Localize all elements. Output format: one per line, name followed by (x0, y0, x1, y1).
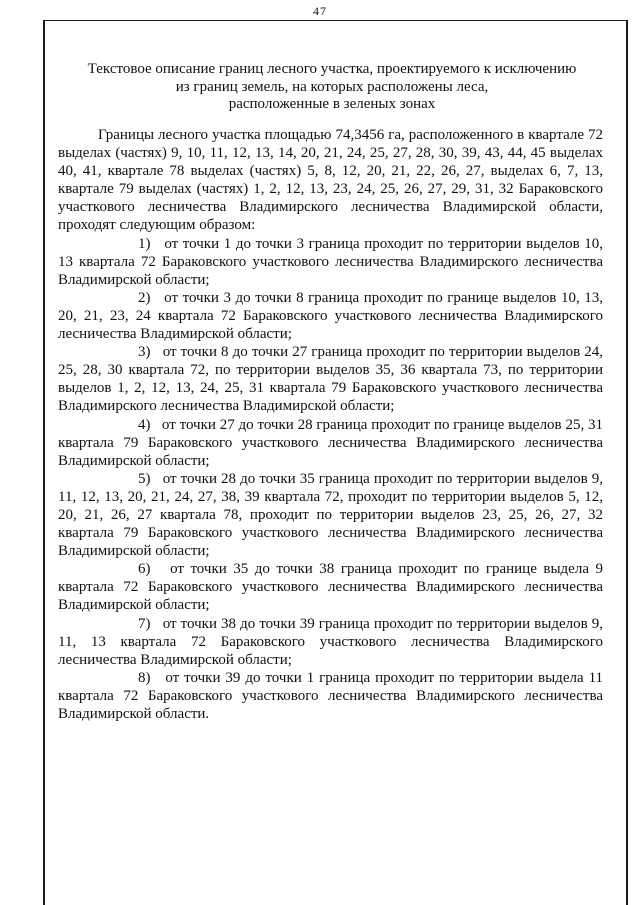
item-text: от точки 35 до точки 38 граница проходит по границе выдела 9 квартала 72 Бараковского участкового лесничества Владимирского лесничества Владимирской области; (58, 561, 604, 614)
list-item-3 (58, 343, 603, 415)
intro-paragraph: Границы лесного участка площадью 74,3456 га, расположенного в квартале 72 выделах (частях) 9, 10, 11, 12, 13, 14, 20, 21, 24, 25, 27, 28, 30, 39, 43, 44, 45 выделах 40, 41, квартале 78 выделах (частях) 5, 8, 12, 20, 21, 22, 26, 27, выделах 6, 7, 13, квартале 79 выделах (частях) 1, 2, 12, 13, 23, 24, 25, 26, 27, 29, 31, 32 Бараковского участкового лесничества Владимирского лесничества Владимирской области, проходят следующим образом: (58, 127, 603, 234)
item-text: от точки 28 до точки 35 граница проходит по территории выделов 9, 11, 12, 13, 20, 21, 24, 27, 38, 39 квартала 72, проходит по территории выделов 5, 12, 20, 21, 26, 27 квартала 78, проходит по территории выделов 23, 25, 26, 27, 32 квартала 79 Бараковского участкового лесничества Владимирского лесничества Владимирской области; (58, 470, 603, 560)
document-title (58, 61, 606, 114)
list-item-5 (58, 470, 603, 560)
item-number: 1) (138, 235, 151, 252)
item-text: от точки 8 до точки 27 граница проходит по территории выделов 24, 25, 28, 30 квартала 72, по территории выделов 35, 36 квартала 73, по территории выделов 1, 2, 12, 13, 24, 25, 31 квартала 79 Бараковского участкового лесничества Владимирского лесничества Владимирской области; (58, 344, 603, 415)
document-body (58, 126, 603, 723)
item-number: 8) (138, 669, 151, 686)
list-item-4 (58, 416, 603, 470)
item-number: 2) (138, 289, 151, 306)
item-text: от точки 39 до точки 1 граница проходит по территории выдела 11 квартала 72 Бараковского участкового лесничества Владимирского лесничества Владимирской области. (58, 669, 604, 722)
item-number: 4) (138, 416, 151, 433)
item-text: от точки 38 до точки 39 граница проходит по территории выделов 9, 11, 13 квартала 72 Бараковского участкового лесничества Владимирского лесничества Владимирской области; (58, 615, 603, 668)
item-number: 6) (138, 561, 151, 578)
item-text: от точки 1 до точки 3 граница проходит по территории выделов 10, 13 квартала 72 Бараковского участкового лесничества Владимирского лесничества Владимирской области; (58, 235, 604, 288)
item-number: 5) (138, 470, 151, 487)
item-text: от точки 27 до точки 28 граница проходит по границе выделов 25, 31 квартала 79 Бараковского участкового лесничества Владимирского лесничества Владимирской области; (58, 416, 604, 469)
list-item-2 (58, 289, 603, 343)
list-item-1 (58, 235, 603, 289)
item-text: от точки 3 до точки 8 граница проходит по границе выделов 10, 13, 20, 21, 23, 24 квартала 72 Бараковского участкового лесничества Владимирского лесничества Владимирской области; (58, 289, 604, 343)
list-item-6 (58, 560, 603, 614)
title-line: Текстовое описание границ лесного участка, проектируемого к исключению (87, 61, 577, 77)
title-line: из границ земель, на которых расположены леса, (175, 78, 489, 95)
item-number: 3) (138, 344, 151, 361)
item-number: 7) (138, 615, 151, 632)
page-number: 47 (313, 4, 327, 18)
list-item-8 (58, 669, 603, 723)
title-line: расположенные в зеленых зонах (228, 96, 436, 112)
list-item-7 (58, 615, 603, 669)
